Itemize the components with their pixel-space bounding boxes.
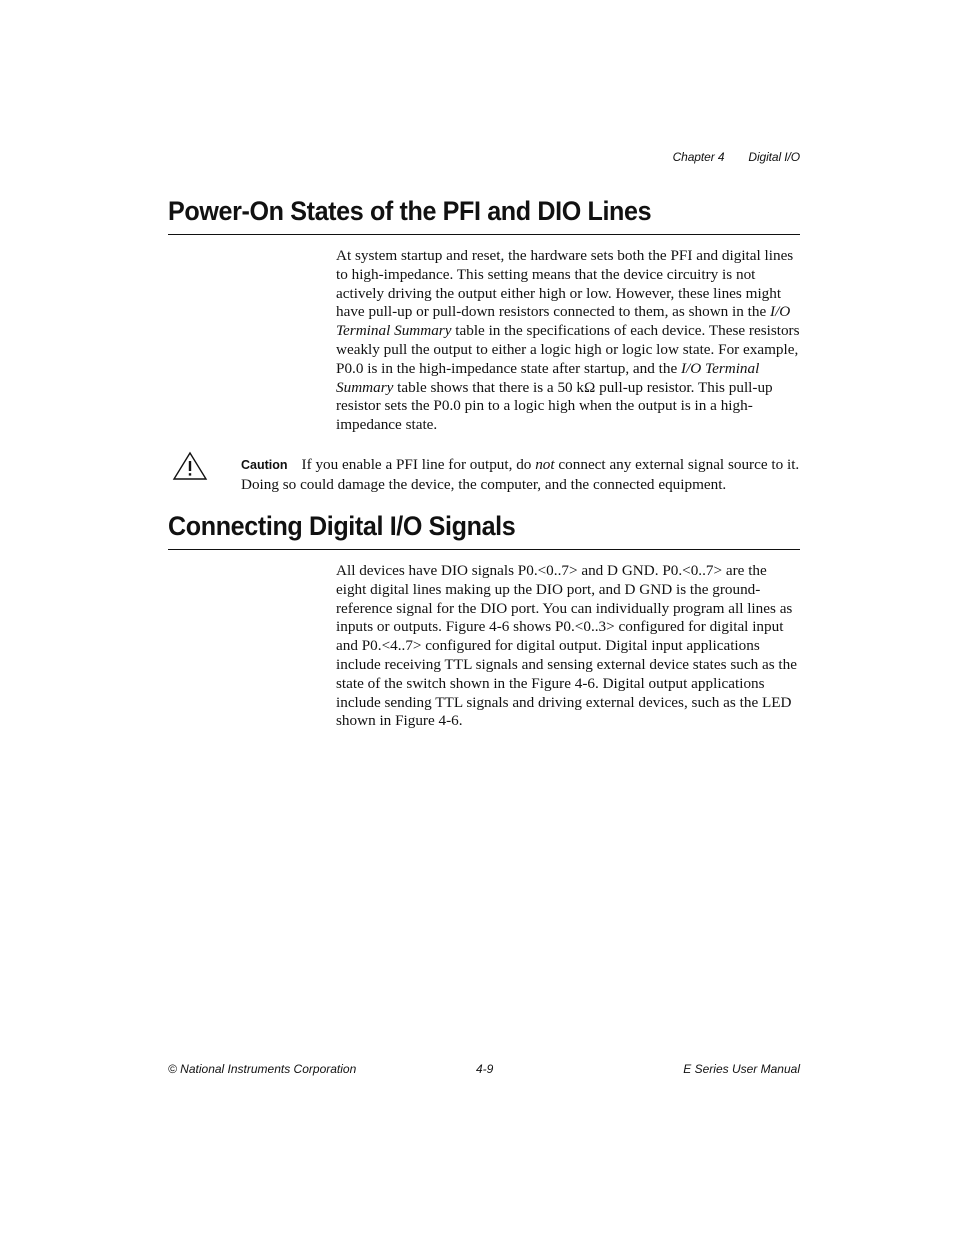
footer-copyright: © National Instruments Corporation [168,1062,357,1076]
caution-text-2: connect any external signal source to it. Doing so could damage the device, the computer, and the connected equipment. [241,456,800,493]
power-on-text-3: table shows that there is a 50 kΩ pull-up resistor. This pull-up resistor sets the P0.0 pin to a logic high when the output is in a high-impedance state. [336,378,773,434]
caution-text-1: If you enable a PFI line for output, do [301,456,536,473]
io-terminal-summary-ref: I/O Terminal Summary [336,303,791,340]
section-title-power-on: Power-On States of the PFI and DIO Lines [168,196,652,226]
section-rule [168,549,800,550]
power-on-text-1: At system startup and reset, the hardware sets both the PFI and digital lines to high-impedance. This setting means that the device circuitry is not actively driving the output either high or low. However, these lines might have pull-up or pull-down resistors connected to them, as shown in the [336,247,794,321]
section-title-connecting: Connecting Digital I/O Signals [168,511,516,541]
footer-page-number: 4-9 [476,1062,494,1076]
caution-label: Caution [241,458,288,472]
running-header [673,150,800,164]
caution-note [241,455,801,494]
power-on-paragraph [336,247,800,435]
connecting-paragraph: All devices have DIO signals P0.<0..7> and D GND. P0.<0..7> are the eight digital lines making up the DIO port, and D GND is the ground-reference signal for the DIO port. You can individually program all lines as inputs or outputs. Figure 4-6 shows P0.<0..3> configured for digital input and P0.<4..7> configured for digital output. Digital input applications include receiving TTL signals and sensing external device states such as the state of the switch shown in the Figure 4-6. Digital output applications include sending TTL signals and driving external devices, such as the LED shown in Figure 4-6. [336,562,797,730]
section-rule [168,234,800,235]
footer-manual-title: E Series User Manual [683,1062,800,1076]
caution-emphasis: not [535,456,555,473]
power-on-text-2: table in the specifications of each device. These resistors weakly pull the output to either a logic high or logic low state. For example, P0.0 is in the high-impedance state after startup, and the [336,322,800,377]
io-terminal-summary-ref: I/O Terminal Summary [336,359,760,396]
warning-triangle-icon [172,451,208,481]
header-chapter: Chapter 4 [672,150,725,164]
header-section: Digital I/O [748,150,800,164]
